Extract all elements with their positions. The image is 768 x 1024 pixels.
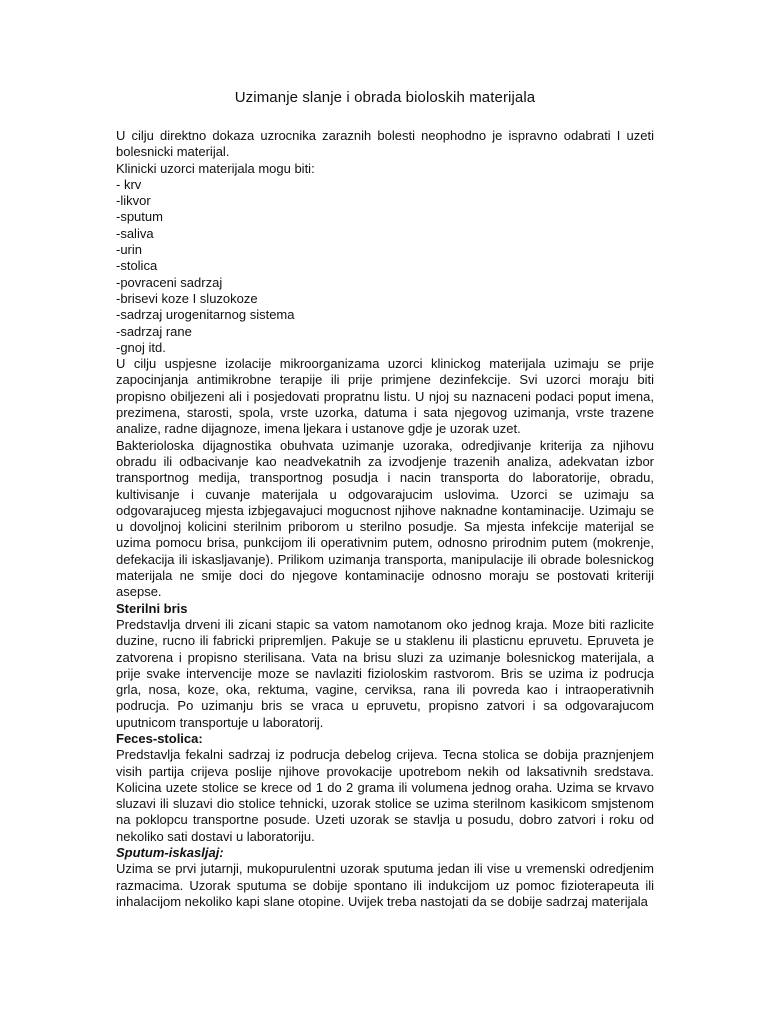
list-item: -stolica (116, 258, 158, 274)
heading-feces: Feces-stolica: (116, 730, 203, 746)
list-item: -sadrzaj rane (116, 323, 192, 339)
heading-sterile-swab: Sterilni bris (116, 600, 188, 616)
paragraph-sterile-swab: Predstavlja drveni ili zicani stapic sa vatom namotanom oko jednog kraja. Moze biti razlicite duzine, rucno ili fabricki pripremljen. Pakuje se u staklenu ili plasticnu epruvetu. Epruveta je zatvorena i propisno sterilisana. Vata na brisu sluzi za uzimanje bolesnickog materijala, a prije svake intervencije moze se navlaziti fizioloskim rastvorom. Bris se uzima iz podrucja grla, nosa, koze, oka, rektuma, vagine, cerviksa, rana ili povreda kao i intraoperativnih podrucja. Po uzimanju bris se vraca u epruvetu, propisno zatvori i sa odgovarajucom uputnicom transportuje u laboratorij. (116, 616, 654, 730)
document-page (116, 88, 654, 910)
list-item: -likvor (116, 193, 151, 209)
list-item: -urin (116, 242, 143, 258)
list-item: - krv (116, 176, 142, 192)
heading-sputum: Sputum-iskasljaj: (116, 845, 224, 861)
intro-paragraph: U cilju direktno dokaza uzrocnika zaraznih bolesti neophodno je ispravno odabrati I uzeti bolesnicki materijal. (116, 128, 654, 160)
list-item: -sputum (116, 209, 163, 225)
list-intro: Klinicki uzorci materijala mogu biti: (116, 160, 315, 176)
list-item: -brisevi koze I sluzokoze (116, 290, 258, 306)
paragraph-feces: Predstavlja fekalni sadrzaj iz podrucja debelog crijeva. Tecna stolica se dobija praznjenjem visih partija crijeva poslije njihove provokacije upotrebom nekih od laksativnih sredstava. Kolicina uzete stolice se krece od 1 do 2 grama ili volumena jednog oraha. Uzima se krvavo sluzavi ili sluzavi dio stolice tehnicki, uzorak stolice se uzima sterilnom kasikicom smjstenom na poklopcu transportne posude. Uzeti uzorak se stavlja u posudu, dobro zatvori i roku od nekoliko sati dostavi u laboratoriju. (116, 747, 654, 844)
paragraph-isolation: U cilju uspjesne izolacije mikroorganizama uzorci klinickog materijala uzimaju se prije zapocinjanja antimikrobne terapije ili prije primjene dezinfekcije. Svi uzorci moraju biti propisno obiljezeni ali i posjedovati propratnu listu. U njoj su naznaceni podaci poput imena, prezimena, starosti, spola, vrste uzorka, datuma i sata njegovog uzimanja, vrste trazene analize, radne dijagnoze, imena ljekara i ustanove gdje je uzorak uzet. (116, 356, 654, 437)
paragraph-diagnostics: Bakterioloska dijagnostika obuhvata uzimanje uzoraka, odredjivanje kriterija za njihovu obradu ili odbacivanje kao neadvekatnih za izvodjenje trazenih analiza, adekvatan izbor transportnog medija, transportnog posudja i nacin transporta do laboratorije, obradu, kultivisanje i cuvanje materijala u odgovarajucim uslovima. Uzorci se uzimaju sa odgovarajuceg mjesta izbjegavajuci mogucnost njihove naknadne kontaminacije. Uzimaju se u dovoljnoj kolicini sterilnim priborom u sterilno posudje. Sa mjesta infekcije materijal se uzima pomocu brisa, punkcijom ili operativnim putem, odnosno prirodnim putem (mokrenje, defekacija ili iskasljavanje). Prilikom uzimanja transporta, manipulacije ili obrade bolesnickog materijala ne smije doci do njegove kontaminacije odnosno moraju se postovati kriteriji asepse. (116, 437, 654, 600)
list-item: -saliva (116, 225, 154, 241)
paragraph-sputum: Uzima se prvi jutarnji, mukopurulentni uzorak sputuma jedan ili vise u vremenski odredjenim razmacima. Uzorak sputuma se dobije spontano ili indukcijom uz pomoc fizioterapeuta ili inhalacijom nekoliko kapi slane otopine. Uvijek treba nastojati da se dobije sadrzaj materijala (116, 861, 654, 909)
sample-list (116, 177, 654, 356)
document-title: Uzimanje slanje i obrada bioloskih materijala (234, 89, 536, 106)
list-item: -povraceni sadrzaj (116, 274, 223, 290)
list-item: -sadrzaj urogenitarnog sistema (116, 307, 295, 323)
list-item: -gnoj itd. (116, 339, 166, 355)
